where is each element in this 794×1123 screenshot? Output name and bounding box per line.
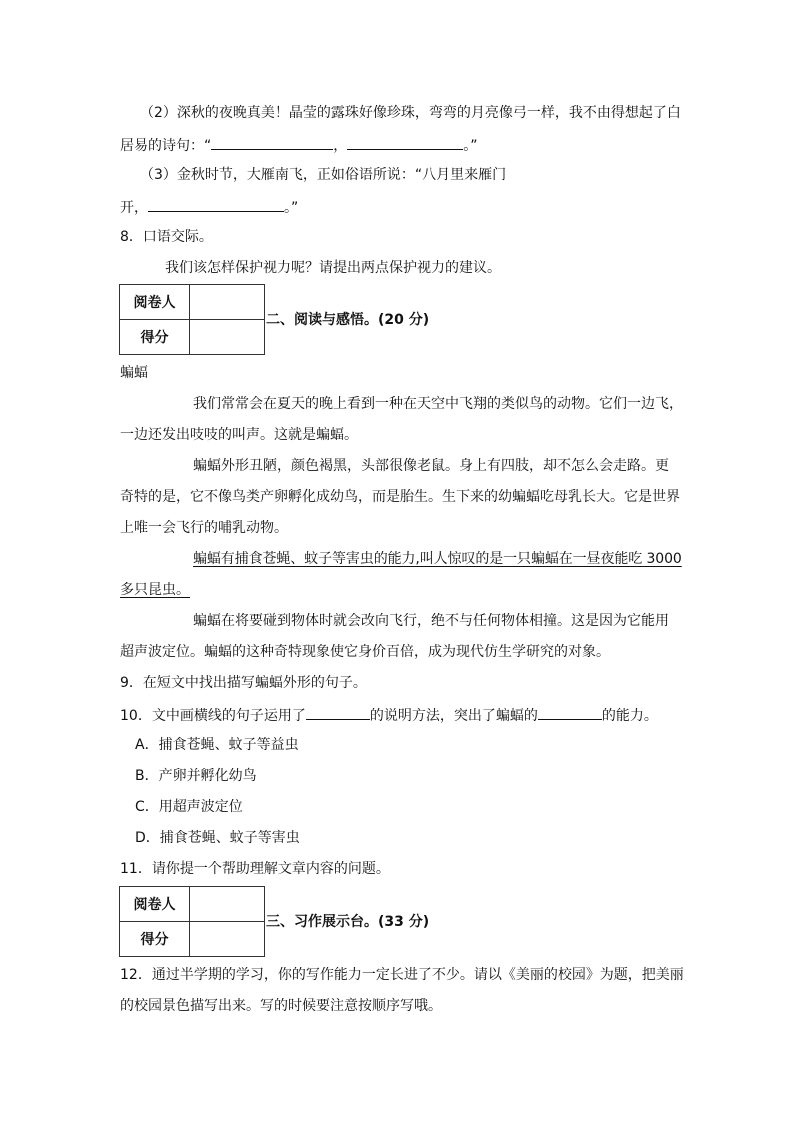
- q10-text: [120, 704, 676, 726]
- q7-item3-end: 。”: [284, 200, 299, 216]
- q7-item2-line1: （2）深秋的夜晚真美！晶莹的露珠好像珍珠，弯弯的月亮像弓一样，我不由得想起了白: [140, 105, 681, 121]
- q10-suffix: 的能力。: [601, 708, 658, 724]
- q7-item2-comma: ，: [333, 138, 348, 154]
- passage-p2-line2: 奇特的是，它不像鸟类产卵孵化成幼鸟，而是胎生。生下来的幼蝙蝠吃母乳长大。它是世界: [120, 489, 680, 505]
- score-cell[interactable]: [190, 922, 265, 957]
- q8-title: 8．口语交际。: [120, 229, 213, 245]
- reviewer-label: 阅卷人: [120, 285, 190, 320]
- q10-middle: 的说明方法，突出了蝙蝠的: [369, 708, 538, 724]
- q10-answer-blank-2[interactable]: [538, 704, 602, 720]
- q10-option-d[interactable]: D．捕食苍蝇、蚊子等害虫: [135, 830, 300, 846]
- passage-p1-line1: 我们常常会在夏天的晚上看到一种在天空中飞翔的类似鸟的动物。它们一边飞，: [193, 396, 683, 412]
- reviewer-label: 阅卷人: [120, 887, 190, 922]
- passage-p4-line1: 蝙蝠在将要碰到物体时就会改向飞行，绝不与任何物体相撞。这是因为它能用: [193, 613, 669, 629]
- q10-option-a[interactable]: A．捕食苍蝇、蚊子等益虫: [135, 737, 299, 753]
- q10-option-b[interactable]: B．产卵并孵化幼鸟: [135, 768, 257, 784]
- q7-answer-blank-3[interactable]: [148, 196, 284, 212]
- q10-option-c[interactable]: C．用超声波定位: [135, 799, 243, 815]
- q7-item3-prefix: 开，: [120, 200, 148, 216]
- q10-prefix: 10．文中画横线的句子运用了: [120, 708, 306, 724]
- q7-item2-line2: [120, 134, 676, 156]
- passage-title: 蝙蝠: [120, 365, 148, 381]
- reviewer-cell[interactable]: [190, 887, 265, 922]
- q7-item3-line1: （3）金秋时节，大雁南飞，正如俗语所说：“八月里来雁门: [140, 167, 507, 183]
- score-label: 得分: [120, 922, 190, 957]
- q10-answer-blank-1[interactable]: [306, 704, 370, 720]
- passage-underlined-line2: 多只昆虫。: [120, 582, 190, 598]
- passage-p4-line2: 超声波定位。蝙蝠的这种奇特现象使它身价百倍，成为现代仿生学研究的对象。: [120, 644, 610, 660]
- section-title-writing: 三、习作展示台。(33 分): [266, 914, 430, 930]
- q7-item2-prefix: 居易的诗句：“: [120, 138, 212, 154]
- score-label: 得分: [120, 320, 190, 355]
- q12-line2: 的校园景色描写出来。写的时候要注意按顺序写哦。: [120, 998, 442, 1014]
- score-box-1: [119, 284, 265, 355]
- score-cell[interactable]: [190, 320, 265, 355]
- q7-answer-blank-1[interactable]: [211, 134, 333, 150]
- passage-p2-line1: 蝙蝠外形丑陋，颜色褐黑，头部很像老鼠。身上有四肢，却不怎么会走路。更: [193, 458, 669, 474]
- passage-p2-line3: 上唯一会飞行的哺乳动物。: [120, 520, 288, 536]
- passage-p1-line2: 一边还发出吱吱的叫声。这就是蝙蝠。: [120, 427, 358, 443]
- q9-text: 9．在短文中找出描写蝙蝠外形的句子。: [120, 675, 367, 691]
- underlined-sentence-part1: 蝙蝠有捕食苍蝇、蚊子等害虫的能力,叫人惊叹的是一只蝙蝠在一昼夜能吃 3000: [193, 551, 682, 567]
- q12-line1: 12．通过半学期的学习，你的写作能力一定长进了不少。请以《美丽的校园》为题，把美丽: [120, 967, 684, 983]
- section-title-reading: 二、阅读与感悟。(20 分): [266, 312, 430, 328]
- q11-text: 11．请你提一个帮助理解文章内容的问题。: [120, 861, 390, 877]
- reviewer-cell[interactable]: [190, 285, 265, 320]
- passage-underlined-line1: [120, 549, 682, 569]
- q8-prompt: 我们该怎样保护视力呢？请提出两点保护视力的建议。: [165, 260, 501, 276]
- q7-answer-blank-2[interactable]: [347, 134, 463, 150]
- q7-item2-end: 。”: [463, 138, 478, 154]
- score-box-2: [119, 886, 265, 957]
- q7-item3-line2: [120, 196, 676, 218]
